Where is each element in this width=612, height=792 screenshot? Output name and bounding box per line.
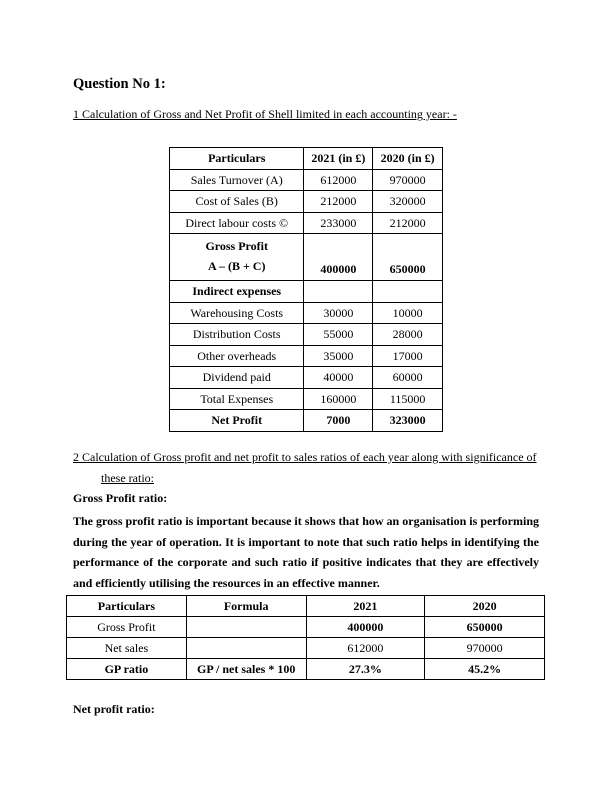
row-label: Net Profit <box>170 410 304 432</box>
table-row <box>170 281 443 303</box>
table-row <box>170 367 443 389</box>
table-row <box>170 324 443 346</box>
cell-2020: 17000 <box>373 345 443 367</box>
table-row <box>67 617 545 638</box>
row-label-line1: Gross Profit <box>205 239 268 253</box>
gp-ratio-heading: Gross Profit ratio: <box>73 491 168 505</box>
gp-ratio-paragraph: The gross profit ratio is important because it shows that how an organisation is performing during the year of operation. It is important to note that such ratio helps in identifying the performance of the corporate and such ratio if positive indicates that they are effectively and efficiently utilising the resources in an effective manner. <box>73 514 539 590</box>
section2-title: 2 Calculation of Gross profit and net profit to sales ratios of each year along with significance of <box>73 450 537 464</box>
table-row <box>170 345 443 367</box>
cell-2021: 160000 <box>304 388 373 410</box>
cell-2020: 10000 <box>373 302 443 324</box>
cell-formula <box>186 638 306 659</box>
cell-2021: 612000 <box>306 638 425 659</box>
cell-2020: 115000 <box>373 388 443 410</box>
table-row <box>170 302 443 324</box>
row-label: Net sales <box>67 638 187 659</box>
cell-2020: 28000 <box>373 324 443 346</box>
cell-2021: 27.3% <box>306 659 425 680</box>
cell-2021: 35000 <box>304 345 373 367</box>
row-label: Total Expenses <box>170 388 304 410</box>
page-heading: Question No 1: <box>73 76 166 92</box>
cell-2021 <box>304 281 373 303</box>
cell-2020: 970000 <box>373 169 443 191</box>
row-label: Warehousing Costs <box>170 302 304 324</box>
cell-y2020: 650000 <box>373 234 443 281</box>
table-row <box>170 169 443 191</box>
cell-2020: 320000 <box>373 191 443 213</box>
row-label-line2: A – (B + C) <box>207 259 266 273</box>
cell-2021: 40000 <box>304 367 373 389</box>
cell-2021: 7000 <box>304 410 373 432</box>
section1-title: 1 Calculation of Gross and Net Profit of Shell limited in each accounting year: - <box>73 107 457 121</box>
cell-2021: 55000 <box>304 324 373 346</box>
row-label: Indirect expenses <box>170 281 304 303</box>
column-header: Particulars <box>67 596 187 617</box>
cell-2020: 970000 <box>425 638 545 659</box>
cell-2020: 212000 <box>373 212 443 234</box>
cell-2021: 30000 <box>304 302 373 324</box>
cell-formula <box>186 617 306 638</box>
cell-2020: 650000 <box>425 617 545 638</box>
cell-2021: 233000 <box>304 212 373 234</box>
cell-2021: 212000 <box>304 191 373 213</box>
table-row <box>170 191 443 213</box>
table-header-row <box>170 148 443 170</box>
row-label: GP ratio <box>67 659 187 680</box>
cell-y2021: 400000 <box>304 234 373 281</box>
table-row <box>67 659 545 680</box>
profit-table <box>169 147 443 432</box>
cell-2021: 400000 <box>306 617 425 638</box>
cell-formula: GP / net sales * 100 <box>186 659 306 680</box>
row-label: Gross Profit <box>67 617 187 638</box>
column-header: Particulars <box>170 148 304 170</box>
table-row <box>170 212 443 234</box>
table-row <box>67 638 545 659</box>
gp-ratio-table <box>66 595 545 680</box>
cell-2020: 323000 <box>373 410 443 432</box>
column-header: 2020 (in £) <box>373 148 443 170</box>
table-row <box>170 388 443 410</box>
column-header: 2021 <box>306 596 425 617</box>
cell-2020: 45.2% <box>425 659 545 680</box>
row-label: Distribution Costs <box>170 324 304 346</box>
row-label: Other overheads <box>170 345 304 367</box>
table-row <box>170 234 443 281</box>
column-header: 2021 (in £) <box>304 148 373 170</box>
cell-2021: 612000 <box>304 169 373 191</box>
row-label: Sales Turnover (A) <box>170 169 304 191</box>
row-label: Cost of Sales (B) <box>170 191 304 213</box>
cell-2020 <box>373 281 443 303</box>
section2-title-cont: these ratio: <box>101 471 154 485</box>
row-label: Direct labour costs © <box>170 212 304 234</box>
row-label: Dividend paid <box>170 367 304 389</box>
table-row <box>170 410 443 432</box>
np-ratio-heading: Net profit ratio: <box>73 702 155 716</box>
row-label <box>170 234 304 281</box>
column-header: Formula <box>186 596 306 617</box>
column-header: 2020 <box>425 596 545 617</box>
cell-2020: 60000 <box>373 367 443 389</box>
table-header-row <box>67 596 545 617</box>
